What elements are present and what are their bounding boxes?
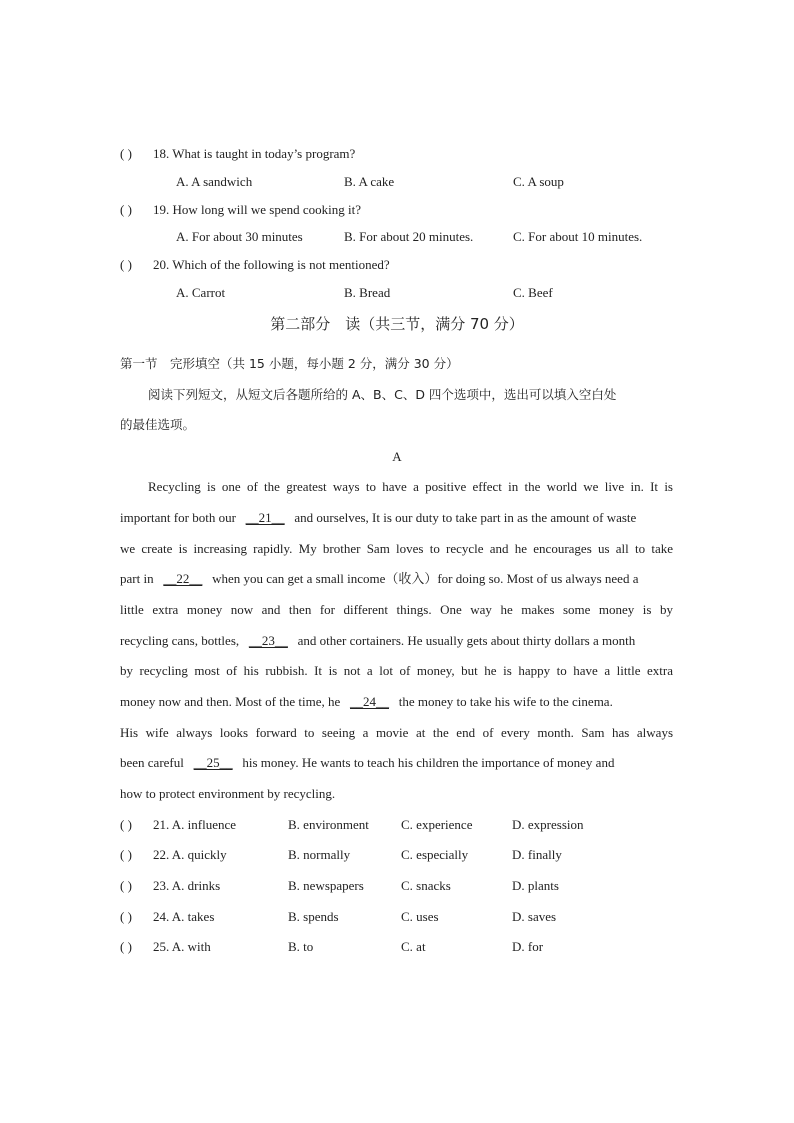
cloze-question-21 <box>120 816 236 834</box>
passage-line: we create is increasing rapidly. My brother Sam loves to recycle and he encourages us all to take <box>120 541 673 556</box>
answer-paren: ( ) <box>120 878 132 893</box>
option-c: C. Beef <box>513 285 553 300</box>
passage-label: A <box>392 449 402 464</box>
option-b: B. For about 20 minutes. <box>344 229 474 244</box>
option-c: C. especially <box>401 847 469 862</box>
option-a: 24. A. takes <box>153 909 215 924</box>
passage-line: how to protect environment by recycling. <box>120 786 336 801</box>
option-b: B. spends <box>288 909 339 924</box>
option-a: A. For about 30 minutes <box>176 229 303 244</box>
passage-text: when you can get a small income（收入）for doing so. Most of us always need a <box>212 571 639 586</box>
passage-line <box>120 509 673 527</box>
answer-paren: ( ) <box>120 847 132 862</box>
passage-line <box>120 632 673 650</box>
answer-paren: ( ) <box>120 939 132 954</box>
passage-text: and ourselves, It is our duty to take part in as the amount of waste <box>294 510 637 525</box>
passage-text: been careful <box>120 755 184 770</box>
passage-text: part in <box>120 571 154 586</box>
passage-text: important for both our <box>120 510 236 525</box>
option-d: D. saves <box>512 909 557 924</box>
instruction-line-1: 阅读下列短文，从短文后各题所给的 A、B、C、D 四个选项中，选出可以填入空白处 <box>148 387 617 402</box>
blank-22: __22__ <box>163 571 203 586</box>
instruction-line-2: 的最佳选项。 <box>120 417 196 432</box>
option-c: C. A soup <box>513 174 564 189</box>
blank-24: __24__ <box>350 694 389 709</box>
passage-line <box>120 693 673 711</box>
passage-line <box>120 754 673 772</box>
option-a: 23. A. drinks <box>153 878 221 893</box>
passage-text: his money. He wants to teach his children the importance of money and <box>242 755 615 770</box>
passage-line: by recycling most of his rubbish. It is not a lot of money, but he is happy to have a little extra <box>120 663 673 678</box>
option-d: D. for <box>512 939 544 954</box>
passage-line: His wife always looks forward to seeing a movie at the end of every month. Sam has always <box>120 725 673 740</box>
answer-paren: ( ) <box>120 817 132 832</box>
option-a: 25. A. with <box>153 939 211 954</box>
question-20 <box>120 256 390 274</box>
option-a: 22. A. quickly <box>153 847 227 862</box>
option-a: A. Carrot <box>176 285 226 300</box>
cloze-question-22 <box>120 846 227 864</box>
option-b: B. newspapers <box>288 878 364 893</box>
passage-line: Recycling is one of the greatest ways to have a positive effect in the world we live in. It is <box>148 479 673 494</box>
option-a: A. A sandwich <box>176 174 253 189</box>
blank-25: __25__ <box>193 755 233 770</box>
cloze-question-23 <box>120 877 220 895</box>
answer-paren: ( ) <box>120 909 132 924</box>
option-b: B. to <box>288 939 314 954</box>
cloze-question-25 <box>120 938 211 956</box>
passage-text: the money to take his wife to the cinema. <box>398 694 613 709</box>
question-19 <box>120 201 361 219</box>
option-d: D. expression <box>512 817 584 832</box>
cloze-question-24 <box>120 908 214 926</box>
option-b: B. environment <box>288 817 369 832</box>
passage-text: recycling cans, bottles, <box>120 633 240 648</box>
passage-line: little extra money now and then for different things. One way he makes some money is by <box>120 602 673 617</box>
passage-text: money now and then. Most of the time, he <box>120 694 341 709</box>
question-stem: 18. What is taught in today’s program? <box>153 146 356 161</box>
passage-text: and other cortainers. He usually gets about thirty dollars a month <box>297 633 636 648</box>
option-c: C. For about 10 minutes. <box>513 229 643 244</box>
option-b: B. normally <box>288 847 351 862</box>
option-a: 21. A. influence <box>153 817 237 832</box>
blank-23: __23__ <box>248 633 288 648</box>
option-b: B. A cake <box>344 174 395 189</box>
answer-paren: ( ) <box>120 146 132 161</box>
option-c: C. experience <box>401 817 473 832</box>
option-d: D. finally <box>512 847 562 862</box>
question-18 <box>120 145 355 163</box>
answer-paren: ( ) <box>120 202 132 217</box>
option-b: B. Bread <box>344 285 391 300</box>
option-d: D. plants <box>512 878 559 893</box>
option-c: C. at <box>401 939 426 954</box>
section-1-title: 第一节 完形填空（共 15 小题，每小题 2 分，满分 30 分） <box>120 356 459 371</box>
passage-line <box>120 570 673 588</box>
answer-paren: ( ) <box>120 257 132 272</box>
option-c: C. uses <box>401 909 439 924</box>
question-stem: 20. Which of the following is not mentioned? <box>153 257 390 272</box>
question-stem: 19. How long will we spend cooking it? <box>153 202 361 217</box>
option-c: C. snacks <box>401 878 451 893</box>
blank-21: __21__ <box>245 510 285 525</box>
part-2-title: 第二部分 读（共三节，满分 70 分） <box>270 315 524 333</box>
